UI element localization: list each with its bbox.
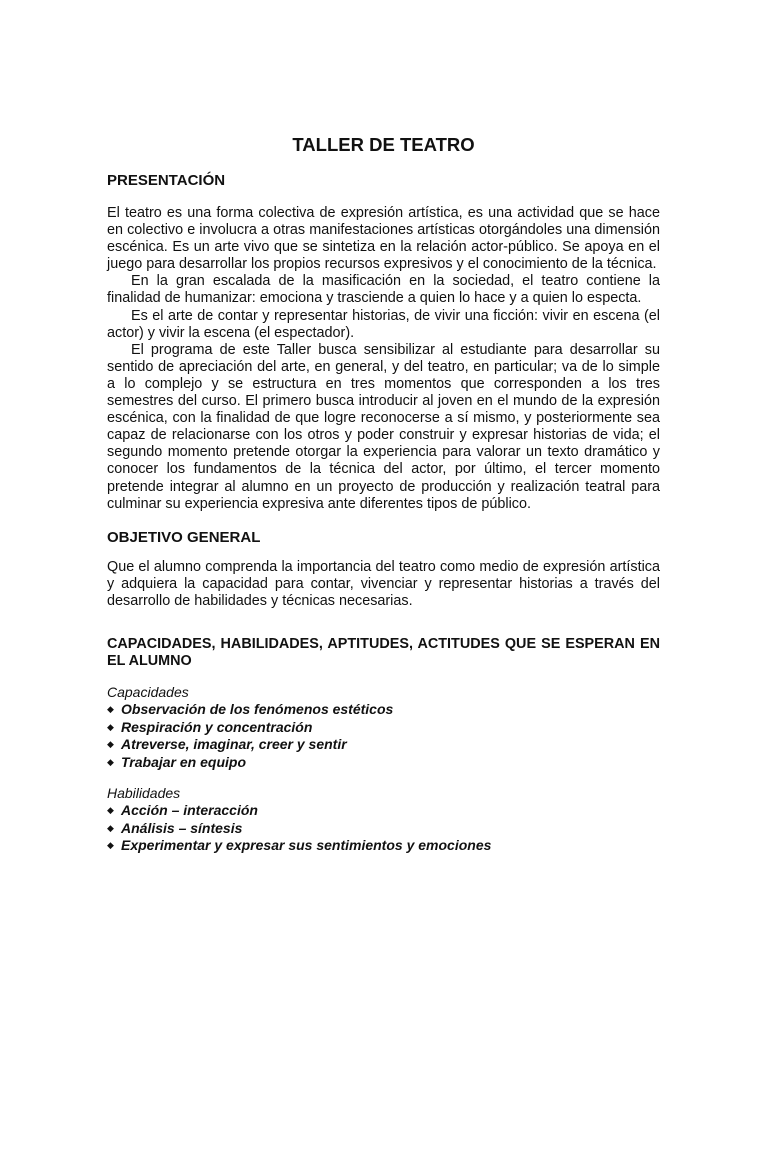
capacidades-label: Capacidades bbox=[107, 684, 189, 701]
diamond-bullet-icon: ◆ bbox=[107, 805, 114, 816]
document-title: TALLER DE TEATRO bbox=[292, 134, 475, 155]
list-item-text: Análisis – síntesis bbox=[121, 819, 243, 836]
capacidades-section-heading: CAPACIDADES, HABILIDADES, APTITUDES, ACTITUDES QUE SE ESPERAN EN EL ALUMNO bbox=[107, 635, 660, 670]
habilidades-label: Habilidades bbox=[107, 785, 181, 802]
presentacion-paragraph-4: El programa de este Taller busca sensibilizar al estudiante para desarrollar su sentido de apreciación del arte, en general, y del teatro, en particular; va de lo simple a lo complejo y se estructura en tres momentos que corresponden a los tres semestres del curso. El primero busca introducir al joven en el mundo de la expresión escénica, con la finalidad de que logre reconocerse a sí mismo, y posteriormente sea capaz de relacionarse con los otros y poder construir y expresar historias de vida; el segundo momento pretende otorgar la experiencia para valorar un texto dramático y conocer los fundamentos de la técnica del actor, por último, el tercer momento pretende integrar al alumno en un proyecto de producción y realización teatral para culminar su experiencia expresiva ante diferentes tipos de público. bbox=[107, 341, 660, 512]
diamond-bullet-icon: ◆ bbox=[107, 721, 114, 732]
diamond-bullet-icon: ◆ bbox=[107, 822, 114, 833]
diamond-bullet-icon: ◆ bbox=[107, 840, 114, 851]
list-item bbox=[107, 837, 660, 855]
list-item-text: Acción – interacción bbox=[121, 802, 258, 819]
list-item-text: Atreverse, imaginar, creer y sentir bbox=[121, 736, 347, 753]
document-page bbox=[0, 134, 768, 1158]
capacidades-list bbox=[107, 701, 660, 771]
list-item-text: Trabajar en equipo bbox=[121, 753, 246, 770]
list-item bbox=[107, 820, 660, 838]
presentacion-paragraph-2: En la gran escalada de la masificación en la sociedad, el teatro contiene la finalidad de humanizar: emociona y trasciende a quien lo hace y a quien lo especta. bbox=[107, 273, 660, 307]
presentacion-paragraph-1: El teatro es una forma colectiva de expresión artística, es una actividad que se hace en colectivo e involucra a otras manifestaciones artísticas otorgándoles una dimensión escénica. Es un arte vivo que se sintetiza en la relación actor-público. Se apoya en el juego para desarrollar los propios recursos expresivos y el conocimiento de la técnica. bbox=[107, 205, 660, 273]
list-item bbox=[107, 701, 660, 719]
diamond-bullet-icon: ◆ bbox=[107, 756, 114, 767]
list-item bbox=[107, 736, 660, 754]
list-item bbox=[107, 802, 660, 820]
objetivo-text: Que el alumno comprenda la importancia del teatro como medio de expresión artística y adquiera la capacidad para contar, vivenciar y representar historias a través del desarrollo de habilidades y técnicas necesarias. bbox=[107, 558, 660, 609]
list-item bbox=[107, 719, 660, 737]
diamond-bullet-icon: ◆ bbox=[107, 739, 114, 750]
list-item-text: Respiración y concentración bbox=[121, 718, 313, 735]
list-item-text: Observación de los fenómenos estéticos bbox=[121, 701, 394, 718]
objetivo-heading: OBJETIVO GENERAL bbox=[107, 528, 261, 546]
diamond-bullet-icon: ◆ bbox=[107, 704, 114, 715]
presentacion-paragraph-3: Es el arte de contar y representar historias, de vivir una ficción: vivir en escena (el actor) y vivir la escena (el espectador). bbox=[107, 307, 660, 341]
list-item-text: Experimentar y expresar sus sentimientos y emociones bbox=[121, 837, 492, 854]
presentacion-heading: PRESENTACIÓN bbox=[107, 172, 226, 189]
habilidades-list bbox=[107, 802, 660, 855]
list-item bbox=[107, 754, 660, 772]
